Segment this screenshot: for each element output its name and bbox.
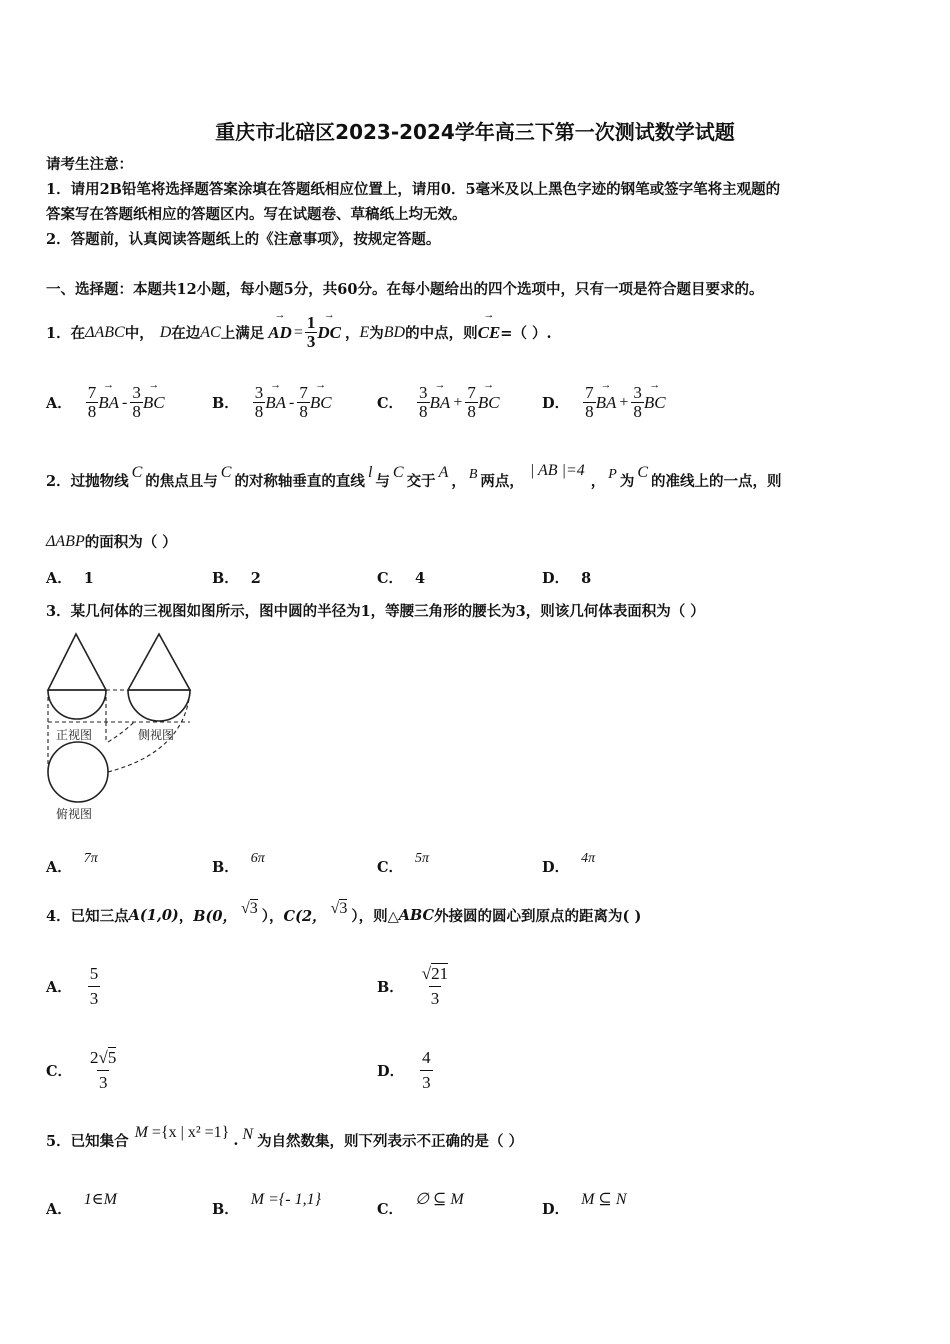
q1-eq-ad: → AD [268,323,292,343]
q4-text-5: 外接圆的圆心到原点的距离为( ) [434,908,642,925]
option-label: B． [377,979,404,996]
notice-heading: 请考生注意： [46,156,133,173]
q2-line-l: l [367,463,373,481]
operator: - [122,393,128,411]
q1-ce: → CE [478,323,501,343]
denominator: 8 [254,402,264,421]
page-title: 重庆市北碚区2023-2024学年高三下第一次测试数学试题 [215,120,735,144]
q4-option-c[interactable] [46,1046,118,1095]
q1-option-d[interactable] [542,384,666,421]
q4-abc: ABC [398,907,435,924]
option-value: 5π [415,851,430,866]
option-label: D． [542,395,570,412]
q2-text-3: 的对称轴垂直的直线 [234,473,365,490]
num-value: 5 [89,964,99,983]
front-semicircle [48,690,106,719]
q4-text-4: ），则△ [351,908,399,925]
denominator: 8 [585,402,594,421]
radicand: 5 [107,1048,117,1067]
sqrt: √21 [421,964,449,983]
option-label: D． [542,859,570,876]
numerator: 7 [87,383,97,402]
q2-text-1: 2．过抛物线 [46,473,129,490]
q2-c-2: C [220,463,232,481]
q1-text-7: =（ ）. [500,325,552,342]
q2-option-d[interactable] [542,567,591,588]
q1-bd: BD [383,323,406,341]
question-5 [46,1123,524,1151]
q4-option-b[interactable] [377,962,450,1011]
option-label: A． [46,570,72,587]
q2-b: B [468,466,478,482]
q1-triangle: ΔABC [85,323,125,341]
denominator: 3 [97,1070,110,1095]
q2-option-b[interactable] [212,567,261,588]
notice-line-3: 2．答题前，认真阅读答题纸上的《注意事项》，按规定答题。 [46,231,441,248]
side-view-label: 侧视图 [138,728,175,742]
denominator: 8 [132,402,141,421]
q2-text-4: 与 [375,473,390,490]
option-label: B． [212,1201,239,1218]
q2-text-8: 的准线上的一点，则 [651,473,782,490]
option-label: B． [212,570,239,587]
fraction [86,384,99,421]
operator: + [619,393,629,411]
q2-c-3: C [392,463,404,481]
fraction [631,384,644,421]
num-value: 4 [422,1048,431,1067]
numerator [420,962,450,986]
front-triangle [48,634,106,690]
q4-point-b: B(0， [193,908,238,925]
option-value: 1 [83,570,94,587]
sqrt: √5 [98,1048,117,1067]
q1-point-d: D [159,323,172,341]
q5-m: M [134,1123,148,1141]
fraction [88,962,101,1011]
q2-comma: ， [451,473,466,490]
fraction [88,1046,118,1095]
denominator: 8 [633,402,642,421]
q1-text-2: 在边 [171,325,201,342]
q2-text-6: 两点， [480,473,524,490]
numerator [88,1046,118,1070]
fraction [465,384,478,421]
q1-eq-den: 3 [306,332,316,351]
vector-bc: → BC [478,393,500,413]
denominator: 3 [420,1070,433,1095]
option-label: D． [542,1201,570,1218]
option-value: M ={- 1,1} [250,1191,322,1208]
q2-text-5: 交于 [406,473,436,490]
q1-ac: AC [200,323,221,341]
q4-sqrt-2-value: 3 [339,899,348,917]
q5-text-2: . [233,1132,239,1149]
notice-line-1: 1．请用2B铅笔将选择题答案涂填在答题纸相应位置上，请用0．5毫米及以上黑色字迹的钢笔或签字笔将主观题的 [46,181,781,198]
fraction [253,384,266,421]
option-label: A． [46,979,72,996]
q2-a: A [438,463,449,481]
q2-text-9: 的面积为（ ） [84,534,177,551]
q5-option-b[interactable] [212,1188,322,1218]
q1-eq-dc: → DC [317,323,341,343]
q2-text-7: 为 [619,473,635,490]
q4-sqrt-1-value: 3 [249,899,258,917]
option-label: D． [542,570,570,587]
q2-option-c[interactable] [377,567,425,588]
q1-text-5: 为 [369,325,384,342]
q2-text-2: 的焦点且与 [145,473,218,490]
option-label: C． [377,859,404,876]
vector-bc: → BC [644,393,666,413]
option-value: ∅ ⊆ M [415,1191,464,1208]
option-label: A． [46,1201,72,1218]
coefficient: 2 [90,1048,99,1067]
top-view-label: 俯视图 [56,807,93,821]
option-label: B． [212,395,239,412]
option-value: 4 [415,570,426,587]
numerator: 3 [254,383,264,402]
vector-bc: → BC [310,393,332,413]
option-value: 4π [581,851,596,866]
vector-ba: → BA [596,393,617,413]
operator: + [453,393,463,411]
q2-c: C [131,463,143,481]
numerator: 3 [419,383,428,402]
option-value: 6π [250,851,265,866]
question-2-line-2 [46,531,177,552]
option-label: C． [46,1063,73,1080]
side-triangle [128,634,190,690]
q2-c-4: C [637,463,648,481]
fraction [420,962,450,1011]
numerator [420,1046,433,1070]
section-heading: 一、选择题：本题共12小题，每小题5分，共60分。在每小题给出的四个选项中，只有一项是符合题目要求的。 [46,281,764,298]
fraction [417,384,430,421]
q1-eq-num: 1 [306,313,316,332]
q4-option-d[interactable] [377,1046,433,1095]
q1-equation [268,314,341,351]
q3-option-b[interactable] [212,846,265,876]
q3-option-a[interactable] [46,846,98,876]
denominator: 8 [467,402,476,421]
front-view-label: 正视图 [56,728,93,742]
q1-text-3: 上满足 [220,325,265,342]
q4-option-a[interactable] [46,962,100,1011]
top-circle [48,742,108,802]
q1-option-a[interactable] [46,384,165,421]
q4-text-2: ， [178,908,194,925]
q4-sqrt-2: √3 [330,899,348,917]
question-3: 3．某几何体的三视图如图所示，图中圆的半径为1，等腰三角形的腰长为3，则该几何体表面积为（ ） [46,603,705,620]
q1-text-1: 中， [124,325,154,342]
fraction [583,384,596,421]
side-semicircle [128,690,190,721]
q1-text-6: 的中点，则 [405,325,478,342]
vector-ba: → BA [265,393,286,413]
question-4 [46,899,642,926]
q5-option-c[interactable] [377,1188,464,1218]
numerator: 7 [585,383,594,402]
denominator: 8 [87,402,97,421]
operator: - [289,393,295,411]
q4-point-c: C(2， [283,908,327,925]
q5-n: N [242,1125,254,1143]
q2-comma-2: ， [590,473,606,490]
q1-eq-equals: = [293,323,303,341]
option-value: 1∈M [83,1191,117,1208]
option-label: D． [377,1063,405,1080]
option-label: A． [46,859,72,876]
vector-ba: → BA [98,393,119,413]
q1-option-c[interactable] [377,384,500,421]
radicand: 21 [431,964,449,983]
q5-option-a[interactable] [46,1188,117,1218]
fraction [297,384,310,421]
denominator: 8 [419,402,428,421]
q4-point-a: A(1,0) [128,907,179,924]
vector-bc: → BC [143,393,165,413]
q2-option-a[interactable] [46,567,94,588]
option-value: 7π [83,851,98,866]
fraction [420,1046,433,1095]
fraction [130,384,143,421]
q4-text-3: ）， [261,908,284,925]
notice-line-2: 答案写在答题纸相应的答题区内。写在试题卷、草稿纸上均无效。 [46,206,467,223]
q2-p: P [608,466,617,482]
q5-text-1: 5．已知集合 [46,1133,129,1150]
option-value: 8 [581,570,592,587]
q3-option-d[interactable] [542,846,596,876]
q4-sqrt-1: √3 [241,899,258,917]
q2-triangle: ΔABP [46,532,85,550]
q1-eq-fraction [305,314,318,351]
q1-text-4: ， [345,325,360,342]
numerator: 7 [467,383,476,402]
denominator: 3 [88,986,101,1011]
q5-set: ={x | x² =1} [151,1123,230,1141]
option-value: 2 [250,570,261,587]
q2-ab-length: | AB |=4 [529,461,585,479]
denominator: 8 [299,402,308,421]
option-label: C． [377,1201,404,1218]
q1-point-e: E [359,323,370,341]
option-label: C． [377,570,404,587]
q5-text-3: 为自然数集，则下列表示不正确的是（ ） [257,1133,524,1150]
option-value: M ⊆ N [581,1191,627,1208]
vector-ba: → BA [430,393,451,413]
q4-text-1: 4．已知三点 [46,908,129,925]
option-label: B． [212,859,239,876]
q1-num: 1．在 [46,325,86,342]
q1-option-b[interactable] [212,384,332,421]
q3-option-c[interactable] [377,846,430,876]
denominator: 3 [429,986,442,1011]
option-label: C． [377,395,404,412]
numerator: 7 [299,383,308,402]
numerator: 3 [132,383,141,402]
numerator [88,962,101,986]
option-label: A． [46,395,72,412]
numerator: 3 [633,383,642,402]
question-2 [46,461,782,491]
q5-option-d[interactable] [542,1188,627,1218]
question-1 [46,314,552,351]
